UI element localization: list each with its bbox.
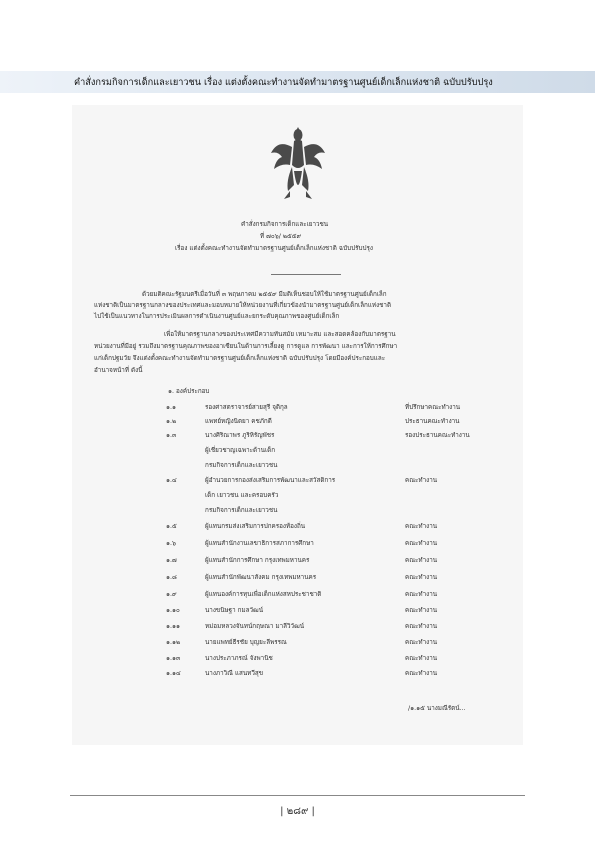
member-number: ๑.๖ (166, 540, 176, 547)
member-role: คณะทำงาน (405, 540, 438, 547)
member-role: คณะทำงาน (405, 574, 438, 581)
member-role: คณะทำงาน (405, 670, 438, 677)
member-name: ผู้แทนองค์การทุนเพื่อเด็กแห่งสหประชาชาติ (205, 591, 322, 598)
member-role: คณะทำงาน (405, 607, 438, 614)
member-name: ผู้แทนสำนักการศึกษา กรุงเทพมหานคร (205, 557, 310, 564)
member-name: หม่อมหลวงจันทน์กฤษณา มาลีวิวัฒน์ (205, 623, 305, 630)
section-heading: ๑. องค์ประกอบ (168, 388, 210, 395)
member-role: ประธานคณะทำงาน (405, 418, 460, 425)
member-number: ๑.๑๐ (166, 607, 180, 614)
member-number: ๑.๒ (166, 418, 177, 425)
paragraph-1-line-1: ด้วยมติคณะรัฐมนตรีเมื่อวันที่ ๓ พฤษภาคม ๒๕๕๙ มีมติเห็นชอบให้ใช้มาตรฐานศูนย์เด็กเล็ก (142, 291, 387, 298)
member-number: ๑.๘ (166, 574, 177, 581)
member-number: ๑.๑๑ (166, 623, 180, 630)
member-role: คณะทำงาน (405, 655, 438, 662)
member-role: ที่ปรึกษาคณะทำงาน (405, 404, 461, 411)
continuation-note: /๑.๑๕ นางมณีรัตน์... (408, 705, 466, 712)
member-name: แพทย์หญิงนิตยา คชภักดี (205, 418, 272, 425)
member-role: คณะทำงาน (405, 639, 438, 646)
paragraph-2-line-2: หน่วยงานที่มีอยู่ รวมถึงมาตรฐานคุณภาพของอาเซียนในด้านการเลี้ยงดู การดูแล การพัฒนา และการให้การศึกษา (94, 343, 398, 350)
member-role: คณะทำงาน (405, 523, 438, 530)
scanned-order-page (72, 105, 523, 745)
title-divider (271, 274, 341, 275)
document-title-banner (0, 71, 595, 93)
member-number: ๑.๑ (166, 404, 176, 411)
garuda-emblem-icon (268, 125, 328, 203)
member-name: นางประภาภรณ์ จังพานิช (205, 655, 273, 662)
member-name-line-3: กรมกิจการเด็กและเยาวชน (205, 462, 278, 469)
member-name-line-2: เด็ก เยาวชน และครอบครัว (205, 492, 279, 499)
member-role: คณะทำงาน (405, 477, 438, 484)
member-number: ๑.๑๔ (166, 670, 181, 677)
member-name: ผู้แทนสำนักพัฒนาสังคม กรุงเทพมหานคร (205, 574, 317, 581)
member-name: ผู้แทนสำนักงานเลขาธิการสภาการศึกษา (205, 540, 314, 547)
member-name: นางขนิษฐา กมลวัฒน์ (205, 607, 264, 614)
page-number: | ๒๘๙ | (280, 806, 315, 817)
member-number: ๑.๑๓ (166, 655, 181, 662)
paragraph-1-line-3: ไปใช้เป็นแนวทางในการประเมินผลการดำเนินงานศูนย์และยกระดับคุณภาพของศูนย์เด็กเล็ก (94, 313, 340, 320)
document-title: คำสั่งกรมกิจการเด็กและเยาวชน เรื่อง แต่งตั้งคณะทำงานจัดทำมาตรฐานศูนย์เด็กเล็กแห่งชาติ ฉบับปรับปรุง (74, 77, 493, 88)
member-number: ๑.๔ (166, 477, 177, 484)
order-issuer: คำสั่งกรมกิจการเด็กและเยาวชน (241, 221, 329, 228)
member-name-line-2: ผู้เชี่ยวชาญเฉพาะด้านเด็ก (205, 447, 276, 454)
member-number: ๑.๙ (166, 591, 177, 598)
member-role: คณะทำงาน (405, 557, 438, 564)
order-number: ที่ ๗๐๖/ ๒๕๕๙ (260, 233, 302, 240)
member-name: นายแพทย์ธีรชัย บุญยะลีพรรณ (205, 639, 287, 646)
member-name: นางภาวิณี แสนทวีสุข (205, 670, 264, 677)
paragraph-2-line-4: อำนาจหน้าที่ ดังนี้ (94, 367, 143, 374)
member-role: คณะทำงาน (405, 591, 438, 598)
member-number: ๑.๑๒ (166, 639, 181, 646)
member-role: รองประธานคณะทำงาน (405, 432, 470, 439)
member-name: ผู้แทนกรมส่งเสริมการปกครองท้องถิ่น (205, 523, 306, 530)
member-number: ๑.๕ (166, 523, 177, 530)
member-role: คณะทำงาน (405, 623, 438, 630)
member-name: นางศิริณาพร ภูริหิรัญพัชร (205, 432, 275, 439)
footer-divider (70, 795, 525, 796)
paragraph-2-line-1: เพื่อให้มาตรฐานกลางของประเทศมีความทันสมัย เหมาะสม และสอดคล้องกับมาตรฐาน (164, 331, 396, 338)
member-name-line-3: กรมกิจการเด็กและเยาวชน (205, 507, 278, 514)
paragraph-2-line-3: แก่เด็กปฐมวัย จึงแต่งตั้งคณะทำงานจัดทำมาตรฐานศูนย์เด็กเล็กแห่งชาติ ฉบับปรับปรุง โดยมีองค์ประกอบและ (94, 355, 386, 362)
member-name: รองศาสตราจารย์สายสุรี จุติกุล (205, 404, 288, 411)
member-number: ๑.๗ (166, 557, 177, 564)
order-subject: เรื่อง แต่งตั้งคณะทำงานจัดทำมาตรฐานศูนย์เด็กเล็กแห่งชาติ ฉบับปรับปรุง (175, 245, 373, 252)
member-name: ผู้อำนวยการกองส่งเสริมการพัฒนาและสวัสดิการ (205, 477, 336, 484)
paragraph-1-line-2: แห่งชาติเป็นมาตรฐานกลางของประเทศและมอบหมายให้หน่วยงานที่เกี่ยวข้องนำมาตรฐานศูนย์เด็กเล็กแห่งชาติ (94, 302, 392, 309)
member-number: ๑.๓ (166, 432, 177, 439)
